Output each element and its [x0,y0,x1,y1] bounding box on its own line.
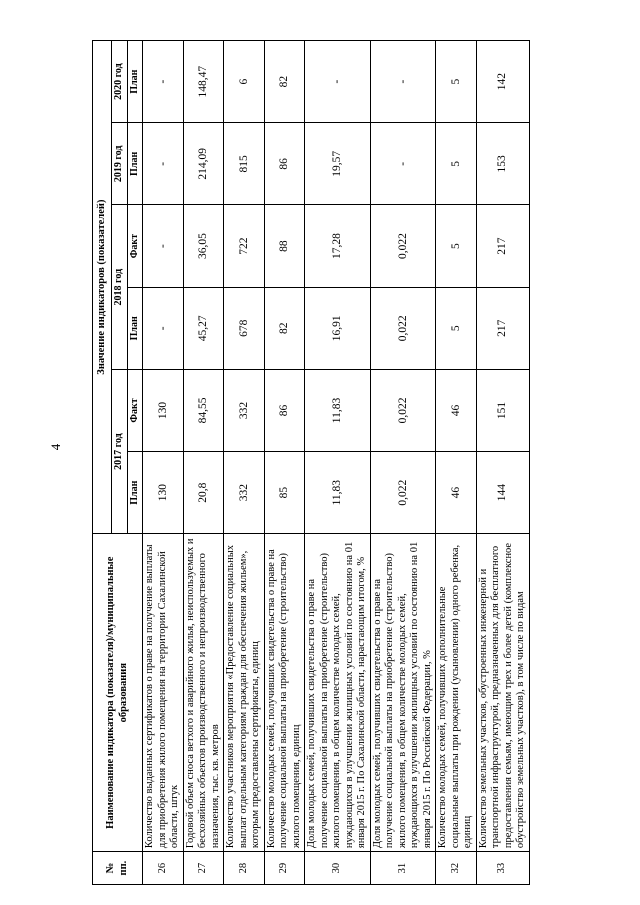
value-2020-plan: 5 [436,41,477,123]
value-2017-plan: 20,8 [183,452,224,534]
header-2017-fact: Факт [127,369,143,451]
value-2018-fact: 217 [476,205,529,287]
indicator-name: Количество молодых семей, получивших свидетельства о праве на получение социальной выплаты на приобретение (строительство) жилого помещения, единиц [264,534,305,852]
value-2018-plan: - [143,287,184,369]
value-2019-plan: - [143,123,184,205]
value-2019-plan: 19,57 [305,123,371,205]
indicator-name: Доля молодых семей, получивших свидетельства о праве на получение социальной выплаты на приобретение (строительство) жилого помещения, в общем количестве молодых семей, нуждающихся в улучшении жилищных условий по состоянию на 01 января 2015 г. По Сахалинской области, нарастающим итогом, % [305,534,371,852]
indicator-name: Количество молодых семей, получивших дополнительные социальные выплаты при рождении (усыновлении) одного ребенка, единиц [436,534,477,852]
value-2018-fact: 17,28 [305,205,371,287]
table-row [264,41,305,885]
value-2018-plan: 0,022 [370,287,436,369]
value-2020-plan: 6 [224,41,265,123]
value-2017-plan: 0,022 [370,452,436,534]
row-number: 28 [224,852,265,885]
value-2018-fact: 88 [264,205,305,287]
value-2018-plan: 217 [476,287,529,369]
header-no: № пп. [93,852,143,885]
table-row [183,41,224,885]
value-2020-plan: - [305,41,371,123]
value-2017-fact: 46 [436,369,477,451]
value-2020-plan: 142 [476,41,529,123]
rotated-table-page [92,40,614,885]
table-row [436,41,477,885]
value-2020-plan: 82 [264,41,305,123]
header-year-2018: 2018 год [112,205,128,369]
header-year-2019: 2019 год [112,123,128,205]
value-2020-plan: 148,47 [183,41,224,123]
value-2019-plan: 153 [476,123,529,205]
table-row [143,41,184,885]
value-2018-plan: 82 [264,287,305,369]
indicator-name: Доля молодых семей, получивших свидетельства о праве на получение социальной выплаты на приобретение (строительство) жилого помещения, в общем количестве молодых семей, нуждающихся в улучшении жилищных условий по состоянию на 01 января 2015 г. По Российской Федерации, % [370,534,436,852]
header-year-2017: 2017 год [112,369,128,533]
value-2019-plan: 214,09 [183,123,224,205]
value-2018-plan: 678 [224,287,265,369]
value-2019-plan: 815 [224,123,265,205]
value-2017-fact: 0,022 [370,369,436,451]
table-row [224,41,265,885]
value-2019-plan: 86 [264,123,305,205]
value-2019-plan: 5 [436,123,477,205]
indicator-name: Годовой объем сноса ветхого и аварийного жилья, неиспользуемых и бесхозяйных объектов производственного и непроизводственного назначения, тыс. кв. метров [183,534,224,852]
header-indicator-name: Наименование индикатора (показателя)/муниципальные образования [93,534,143,852]
value-2018-plan: 5 [436,287,477,369]
indicator-name: Количество земельных участков, обустроенных инженерной и транспортной инфраструктурой, предназначенных для бесплатного предоставления семьям, имеющим трех и более детей (комплексное обустройство земельных участков), в том числе по видам [476,534,529,852]
indicator-name: Количество выданных сертификатов о праве на получение выплаты для приобретения жилого помещения на территории Сахалинской области, штук [143,534,184,852]
value-2018-plan: 16,91 [305,287,371,369]
value-2018-fact: 36,05 [183,205,224,287]
row-number: 26 [143,852,184,885]
header-2018-fact: Факт [127,205,143,287]
header-2019-plan: План [127,123,143,205]
value-2017-fact: 151 [476,369,529,451]
header-2017-plan: План [127,452,143,534]
value-2017-fact: 11,83 [305,369,371,451]
table-row [305,41,371,885]
value-2017-fact: 84,55 [183,369,224,451]
value-2018-fact: - [143,205,184,287]
row-number: 32 [436,852,477,885]
row-number: 29 [264,852,305,885]
row-number: 31 [370,852,436,885]
table-row [370,41,436,885]
value-2018-fact: 5 [436,205,477,287]
indicators-table [92,40,530,885]
value-2017-fact: 86 [264,369,305,451]
indicator-name: Количество участников мероприятия «Предоставление социальных выплат отдельным категориям граждан для обеспечения жильем», которым предоставлены сертификаты, единиц [224,534,265,852]
row-number: 33 [476,852,529,885]
value-2020-plan: - [143,41,184,123]
value-2017-plan: 46 [436,452,477,534]
header-2020-plan: План [127,41,143,123]
page-number: 4 [48,443,63,451]
table-row [476,41,529,885]
value-2018-plan: 45,27 [183,287,224,369]
value-2020-plan: - [370,41,436,123]
row-number: 30 [305,852,371,885]
header-values-group: Значение индикаторов (показателей) [93,41,112,534]
value-2017-plan: 11,83 [305,452,371,534]
value-2018-fact: 0,022 [370,205,436,287]
value-2017-plan: 130 [143,452,184,534]
header-year-2020: 2020 год [112,41,128,123]
header-2018-plan: План [127,287,143,369]
value-2017-fact: 332 [224,369,265,451]
value-2017-plan: 332 [224,452,265,534]
value-2017-plan: 144 [476,452,529,534]
value-2018-fact: 722 [224,205,265,287]
value-2019-plan: - [370,123,436,205]
value-2017-plan: 85 [264,452,305,534]
value-2017-fact: 130 [143,369,184,451]
row-number: 27 [183,852,224,885]
